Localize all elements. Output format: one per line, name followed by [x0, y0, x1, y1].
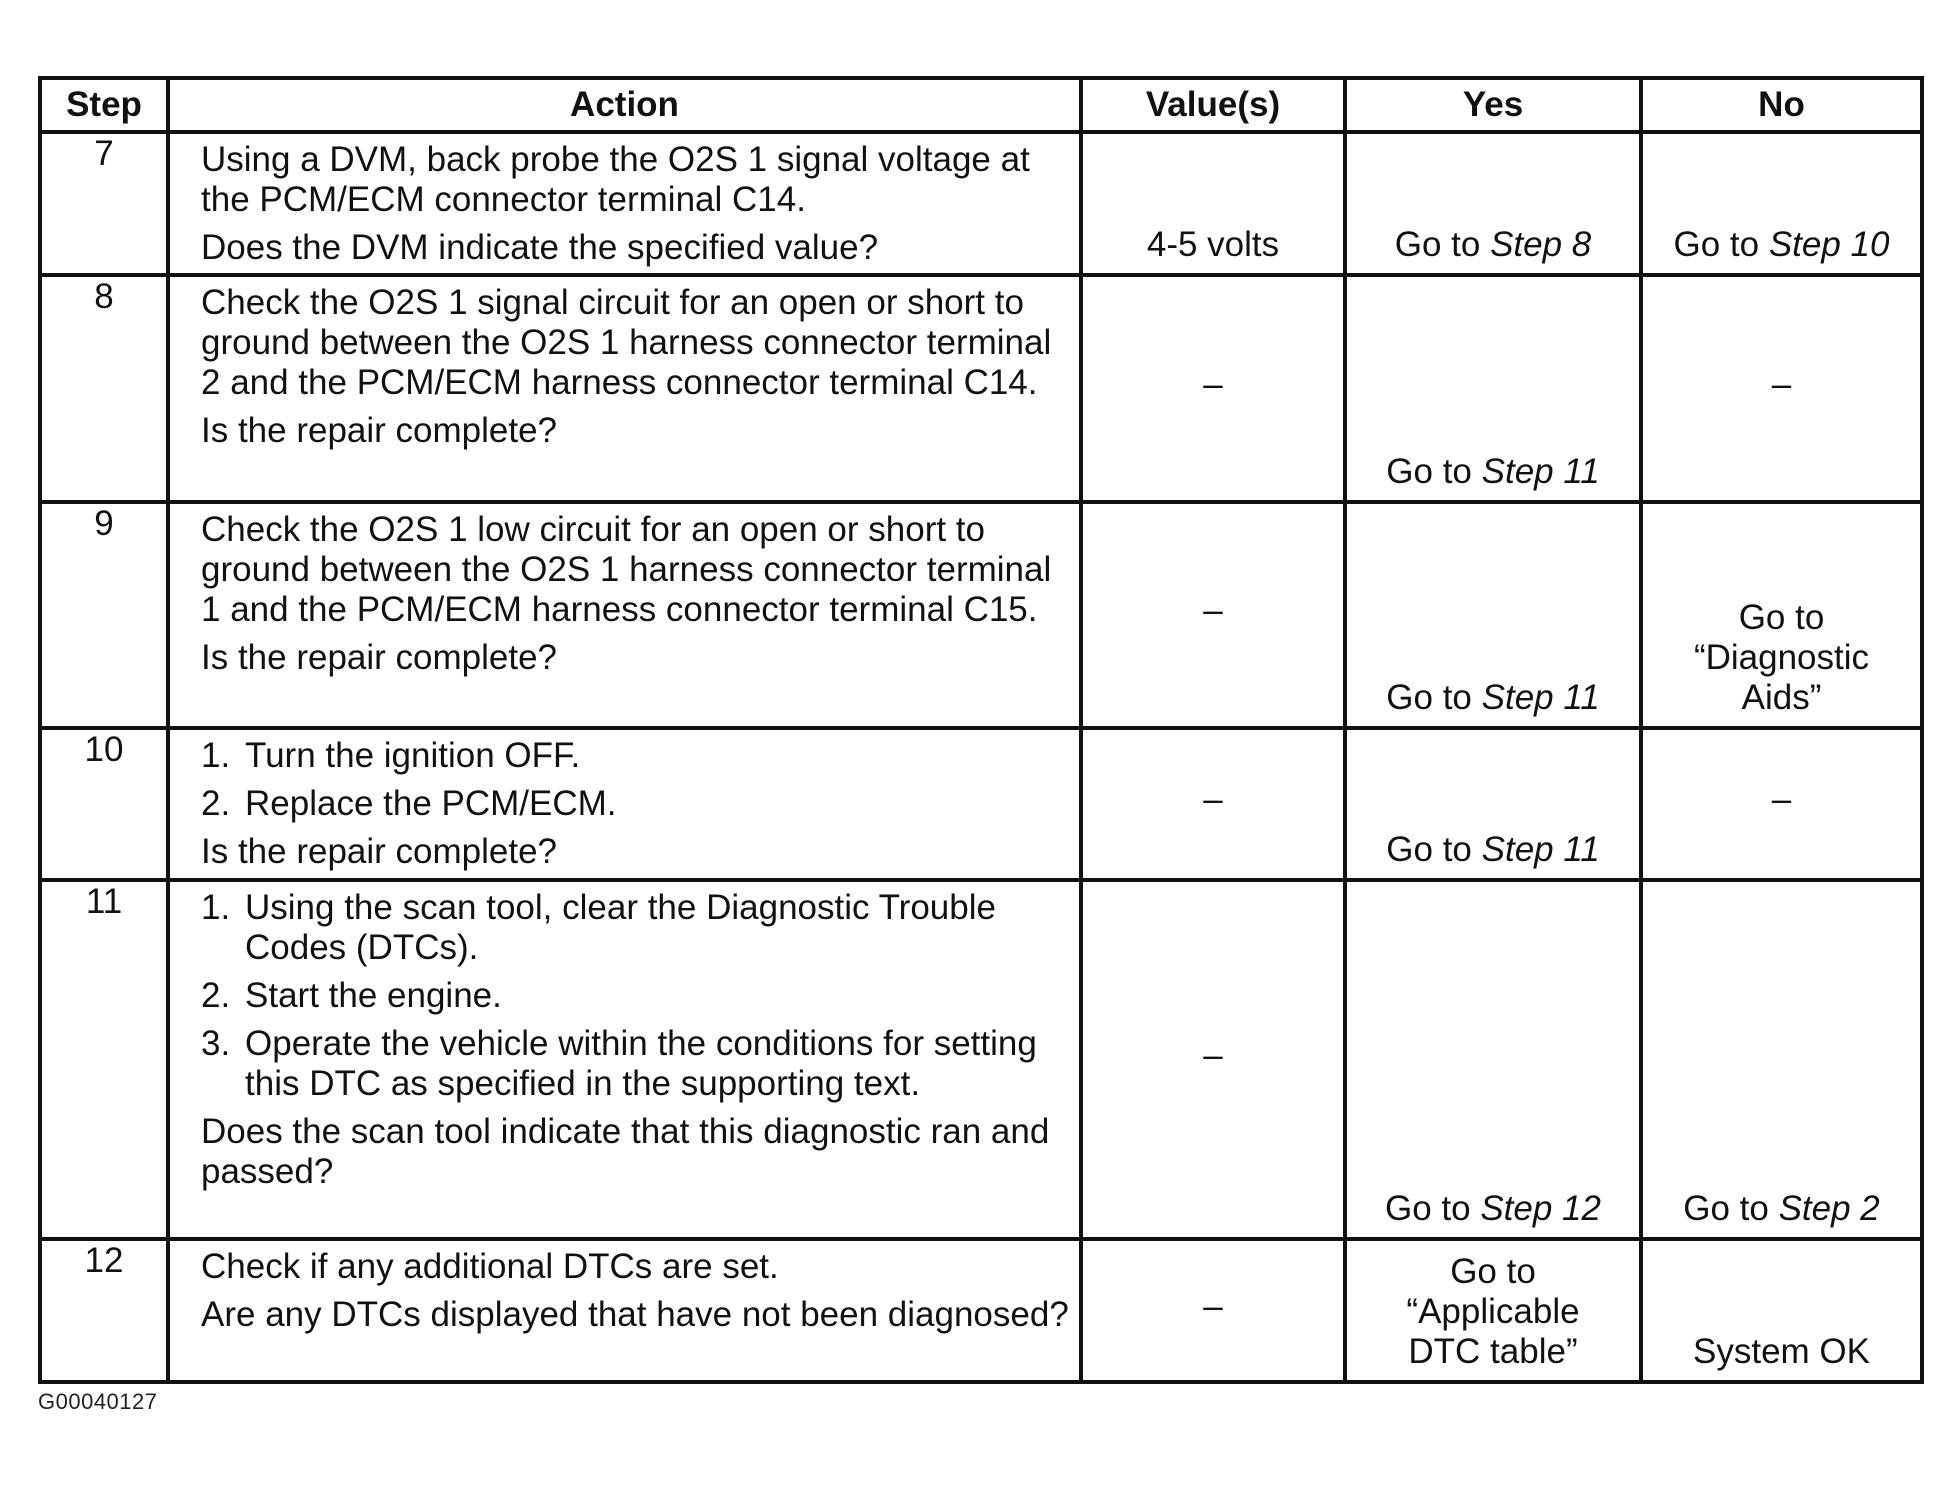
list-text: Turn the ignition OFF.: [245, 736, 581, 775]
yes-text-line2: “Applicable: [1406, 1292, 1580, 1331]
value-text: –: [1203, 591, 1223, 630]
action-text: Using a DVM, back probe the O2S 1 signal voltage at the PCM/ECM connector terminal C14.: [201, 140, 1030, 219]
yes-text: Go to Step 11: [1386, 678, 1600, 717]
yes-text-line3: DTC table”: [1408, 1332, 1578, 1371]
list-number: 3.: [201, 1024, 231, 1063]
no-text: –: [1771, 364, 1792, 404]
yes-text: Go to Step 12: [1385, 1189, 1601, 1228]
yes-cell: [1345, 1239, 1641, 1382]
value-text: –: [1203, 364, 1223, 404]
list-item: [201, 1024, 1069, 1104]
step-number: 9: [40, 502, 168, 728]
list-item: [201, 784, 1069, 824]
list-item: [201, 736, 1069, 776]
action-cell: [168, 728, 1081, 880]
list-text: Using the scan tool, clear the Diagnostic Trouble Codes (DTCs).: [245, 888, 996, 967]
header-yes: Yes: [1345, 78, 1641, 132]
value-text: –: [1203, 1286, 1223, 1326]
list-number: 1.: [201, 888, 231, 927]
value-text: –: [1203, 1035, 1223, 1075]
no-text-line3: Aids”: [1741, 678, 1822, 717]
table-row-step-11: [40, 880, 1922, 1239]
header-row: [40, 78, 1922, 132]
list-item: [201, 888, 1069, 968]
header-action: Action: [168, 78, 1081, 132]
action-question: Does the DVM indicate the specified value?: [201, 228, 879, 267]
value-cell: [1081, 132, 1345, 275]
no-text: Go to Step 10: [1673, 225, 1890, 264]
step-number: 11: [40, 880, 168, 1239]
value-text: 4-5 volts: [1146, 225, 1280, 264]
action-question: Does the scan tool indicate that this diagnostic ran and passed?: [201, 1112, 1050, 1191]
header-step: Step: [40, 78, 168, 132]
figure-id: G00040127: [38, 1389, 158, 1414]
action-question: Is the repair complete?: [201, 832, 558, 871]
table-row-step-8: [40, 275, 1922, 502]
diagnostic-table: [38, 76, 1924, 1384]
action-cell: [168, 880, 1081, 1239]
table-row-step-7: [40, 132, 1922, 275]
yes-cell: [1345, 728, 1641, 880]
value-cell: [1081, 1239, 1345, 1382]
yes-cell: [1345, 132, 1641, 275]
table-row-step-9: [40, 502, 1922, 728]
no-text: System OK: [1693, 1332, 1870, 1371]
no-text: Go to Step 2: [1683, 1189, 1880, 1228]
header-no: No: [1641, 78, 1922, 132]
yes-text: Go to Step 8: [1394, 225, 1592, 264]
list-number: 2.: [201, 784, 231, 823]
value-cell: [1081, 728, 1345, 880]
list-text: Replace the PCM/ECM.: [245, 784, 617, 823]
list-text: Start the engine.: [245, 976, 502, 1015]
list-number: 1.: [201, 736, 231, 775]
no-cell: [1641, 132, 1922, 275]
no-text-line1: Go to: [1738, 598, 1825, 637]
table-row-step-10: [40, 728, 1922, 880]
no-cell: [1641, 880, 1922, 1239]
step-number: 10: [40, 728, 168, 880]
no-cell: [1641, 728, 1922, 880]
step-number: 12: [40, 1239, 168, 1382]
yes-cell: [1345, 275, 1641, 502]
action-question: Is the repair complete?: [201, 638, 558, 677]
yes-cell: [1345, 880, 1641, 1239]
value-cell: [1081, 275, 1345, 502]
value-cell: [1081, 502, 1345, 728]
value-text: –: [1203, 780, 1223, 819]
step-number: 8: [40, 275, 168, 502]
action-cell: [168, 132, 1081, 275]
action-text: Check the O2S 1 low circuit for an open or short to ground between the O2S 1 harness connector terminal 1 and the PCM/ECM harness connector terminal C15.: [201, 510, 1052, 629]
no-cell: [1641, 502, 1922, 728]
action-question: Are any DTCs displayed that have not been diagnosed?: [201, 1295, 1069, 1334]
list-item: [201, 976, 1069, 1016]
yes-text: Go to Step 11: [1386, 452, 1600, 491]
diagnostic-table-container: [38, 76, 1920, 1384]
no-text: –: [1771, 780, 1792, 819]
action-text: Check the O2S 1 signal circuit for an open or short to ground between the O2S 1 harness connector terminal 2 and the PCM/ECM harness connector terminal C14.: [201, 283, 1052, 402]
action-cell: [168, 275, 1081, 502]
table-row-step-12: [40, 1239, 1922, 1382]
no-cell: [1641, 1239, 1922, 1382]
no-text-line2: “Diagnostic: [1693, 638, 1870, 677]
action-cell: [168, 1239, 1081, 1382]
action-cell: [168, 502, 1081, 728]
yes-cell: [1345, 502, 1641, 728]
no-cell: [1641, 275, 1922, 502]
value-cell: [1081, 880, 1345, 1239]
yes-text: Go to Step 11: [1386, 830, 1600, 869]
action-text: Check if any additional DTCs are set.: [201, 1247, 779, 1286]
header-values: Value(s): [1081, 78, 1345, 132]
list-text: Operate the vehicle within the conditions for setting this DTC as specified in the supporting text.: [245, 1024, 1037, 1103]
action-question: Is the repair complete?: [201, 411, 558, 450]
step-number: 7: [40, 132, 168, 275]
list-number: 2.: [201, 976, 231, 1015]
yes-text-line1: Go to: [1450, 1252, 1536, 1291]
